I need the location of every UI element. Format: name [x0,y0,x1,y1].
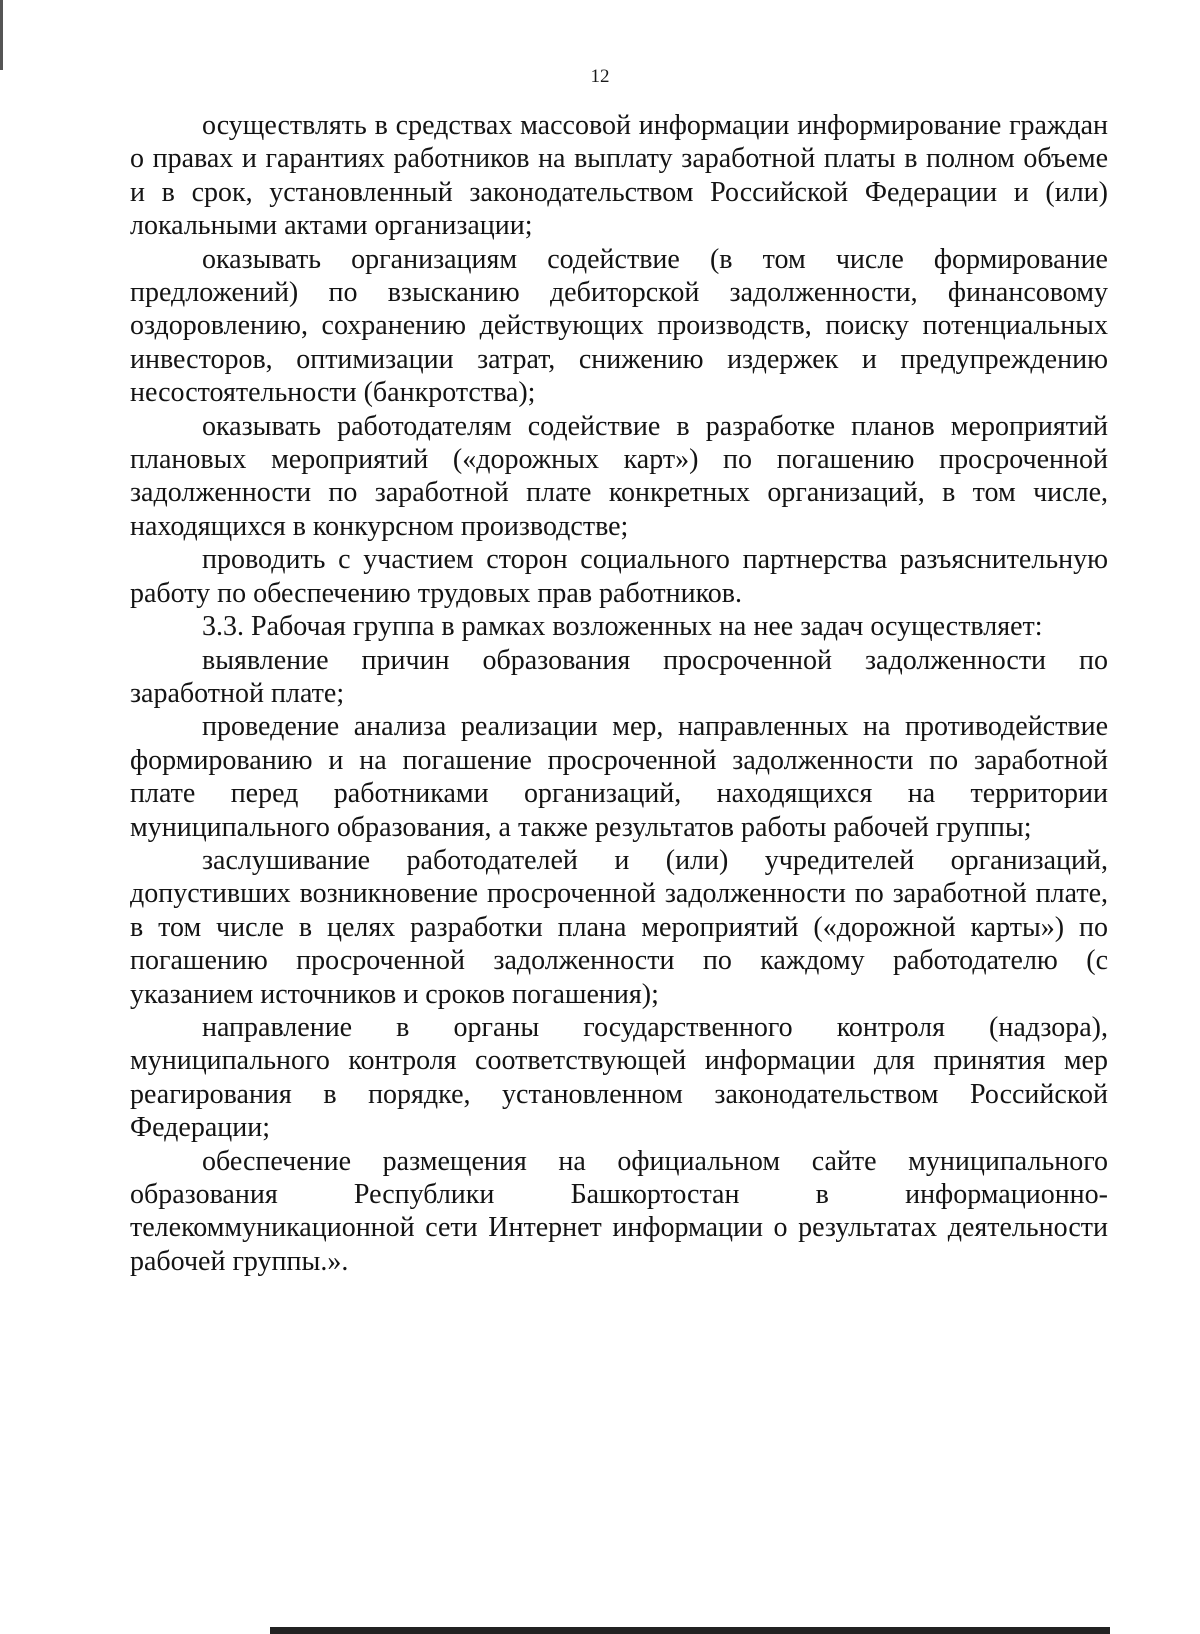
paragraph-publication: обеспечение размещения на официальном сайте муниципального образования Республики Башкортостан в информационно-телекоммуникационной сети Интернет информации о результатах деятельности рабочей группы.». [130,1145,1108,1277]
paragraph-hearing-employers: заслушивание работодателей и (или) учредителей организаций, допустивших возникновение просроченной задолженности по заработной плате, в том числе в целях разработки плана мероприятий («дорожной карты») по погашению просроченной задолженности по каждому работодателю (с указанием источников и сроков погашения); [130,844,1108,1010]
document-body [130,109,1108,1278]
scan-edge-bottom [270,1627,1110,1634]
paragraph-identify-causes: выявление причин образования просроченной задолженности по заработной плате; [130,644,1108,709]
paragraph-explanatory-work: проводить с участием сторон социального партнерства разъяснительную работу по обеспечению трудовых прав работников. [130,544,1108,609]
paragraph-media-informing: осуществлять в средствах массовой информации информирование граждан о правах и гарантиях работников на выплату заработной платы в полном объеме и в срок, установленный законодательством Российской Федерации и (или) локальными актами организации; [130,110,1108,242]
scan-edge-left [0,0,3,70]
page-number: 12 [590,66,610,87]
paragraph-section-3-3: 3.3. Рабочая группа в рамках возложенных на нее задач осуществляет: [202,611,1043,643]
paragraph-assist-employers: оказывать работодателям содействие в разработке планов мероприятий плановых мероприятий («дорожных карт») по погашению просроченной задолженности по заработной плате конкретных организаций, в том числе, находящихся в конкурсном производстве; [130,410,1108,542]
paragraph-assist-organizations: оказывать организациям содействие (в том числе формирование предложений) по взысканию дебиторской задолженности, финансовому оздоровлению, сохранению действующих производств, поиску потенциальных инвесторов, оптимизации затрат, снижению издержек и предупреждению несостоятельности (банкротства); [130,243,1108,409]
paragraph-analysis: проведение анализа реализации мер, направленных на противодействие формированию и на погашение просроченной задолженности по заработной плате перед работниками организаций, находящихся на территории муниципального образования, а также результатов работы рабочей группы; [130,711,1108,843]
paragraph-referral-to-authorities: направление в органы государственного контроля (надзора), муниципального контроля соответствующей информации для принятия мер реагирования в порядке, установленном законодательством Российской Федерации; [130,1011,1108,1144]
